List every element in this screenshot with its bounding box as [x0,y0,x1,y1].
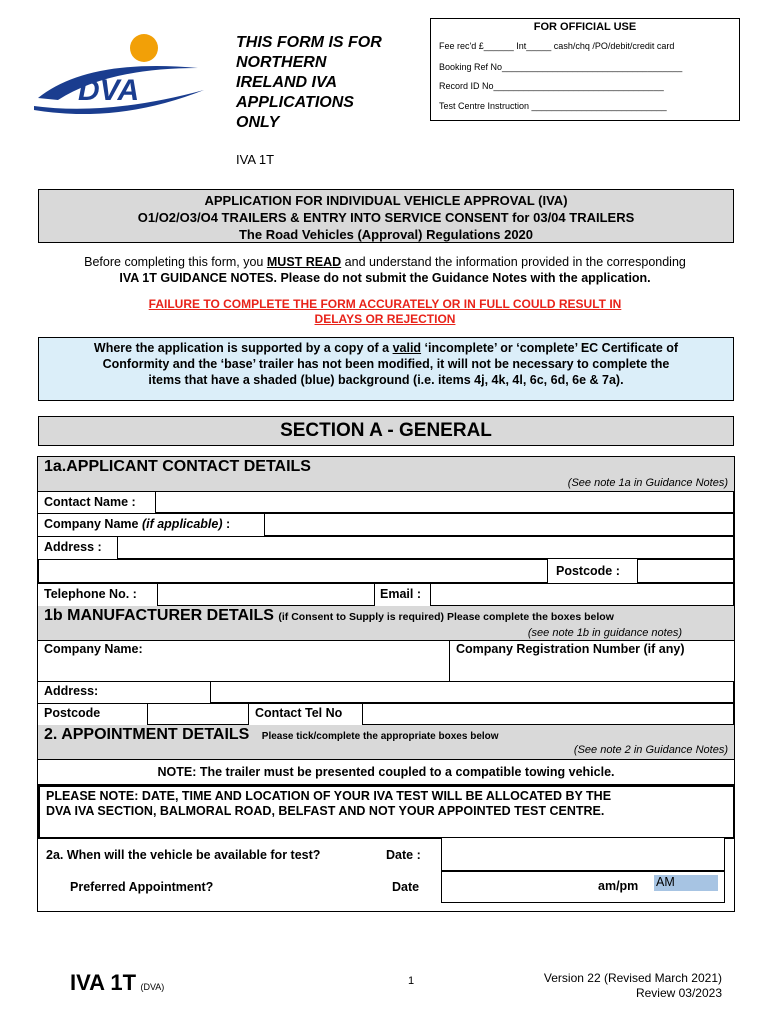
footer-form-code: IVA 1T (DVA) [70,970,165,995]
availability-date-input[interactable] [441,837,725,871]
mfr-address-input[interactable] [210,681,734,703]
official-use-title: FOR OFFICIAL USE [533,21,637,33]
intro-text: Before completing this form, you MUST READ and understand the information provided in the corresponding IVA 1T GUIDANCE NOTES. Please do not submit the Guidance Notes with the application. [84,255,686,285]
test-centre-field: Test Centre Instruction ___________________________ [439,101,667,111]
mfr-postcode-input[interactable] [147,703,249,725]
section-1a-header [38,457,734,492]
email-label: Email : [380,587,421,601]
postcode-label: Postcode : [556,564,620,578]
version-info: Version 22 (Revised March 2021) Review 03/2023 [543,971,722,1000]
section-2-subtitle: Please tick/complete the appropriate boxes below [261,731,499,742]
section-1b-header [38,606,734,640]
postcode-input[interactable] [637,559,734,583]
company-reg-label: Company Registration Number (if any) [456,642,685,656]
preferred-date-label: Date [392,880,420,894]
section-1b-note: (see note 1b in guidance notes) [527,627,682,639]
email-input[interactable] [430,583,734,606]
address-input-line2[interactable] [38,559,548,583]
allocation-note: PLEASE NOTE: DATE, TIME AND LOCATION OF YOUR IVA TEST WILL BE ALLOCATED BY THE DVA IVA SECTION, BALMORAL ROAD, BELFAST AND NOT YOUR APPOINTED TEST CENTRE. [38,785,735,839]
failure-warning: FAILURE TO COMPLETE THE FORM ACCURATELY OR IN FULL COULD RESULT IN DELAYS OR REJECTION [148,297,622,326]
mfr-company-name-label: Company Name: [44,642,143,656]
address-label: Address : [44,540,102,554]
mfr-postcode-label: Postcode [44,706,101,720]
availability-date-label: Date : [386,848,421,862]
form-code: IVA 1T [236,152,275,167]
ampm-label: am/pm [598,879,639,893]
company-name-label: Company Name (if applicable) : [44,517,231,531]
mfr-contact-tel-label: Contact Tel No [255,706,343,720]
northern-ireland-notice: THIS FORM IS FOR NORTHERN IRELAND IVA APPLICATIONS ONLY [236,34,382,131]
form-title: APPLICATION FOR INDIVIDUAL VEHICLE APPROVAL (IVA) [204,193,568,208]
ampm-select[interactable]: AM [654,875,718,891]
mfr-contact-tel-input[interactable] [362,703,734,725]
dva-logo [28,28,208,114]
section-1a-title: 1a.APPLICANT CONTACT DETAILS [44,458,311,475]
telephone-label: Telephone No. : [44,587,137,601]
section-1a-note: (See note 1a in Guidance Notes) [567,477,728,489]
section-1b-title: 1b MANUFACTURER DETAILS [44,607,274,624]
mfr-address-label: Address: [44,684,99,698]
telephone-input[interactable] [157,583,375,606]
company-name-input[interactable] [264,513,734,536]
trailer-coupled-note: NOTE: The trailer must be presented coupled to a compatible towing vehicle. [157,765,615,779]
form-subtitle: O1/O2/O3/O4 TRAILERS & ENTRY INTO SERVICE CONSENT for 03/04 TRAILERS [137,210,635,225]
company-reg-input[interactable] [450,660,734,681]
availability-question: 2a. When will the vehicle be available for test? [46,848,321,862]
section-1b-subtitle: (if Consent to Supply is required) Please complete the boxes below [278,611,614,623]
section-a-header: SECTION A - GENERAL [38,416,734,446]
official-use-box [430,18,740,121]
record-id-field: Record ID No__________________________________ [439,81,664,91]
ec-certificate-note: Where the application is supported by a copy of a valid ‘incomplete’ or ‘complete’ EC Certificate of Conformity and the ‘base’ trailer has not been modified, it will not be necessary to complete the items that have a shaded (blue) background (i.e. items 4j, 4k, 4l, 6c, 6d, 6e & 7a). [38,337,734,401]
mfr-company-name-input[interactable] [38,640,449,681]
preferred-appointment-label: Preferred Appointment? [70,880,214,894]
contact-name-label: Contact Name : [44,495,136,509]
section-2-note: (See note 2 in Guidance Notes) [573,744,728,756]
fee-received-field: Fee rec'd £______ Int_____ cash/chq /PO/debit/credit card [439,41,675,51]
page-number: 1 [408,975,415,987]
contact-name-input[interactable] [155,491,734,513]
booking-ref-field: Booking Ref No____________________________________ [439,62,683,72]
regulations-title: The Road Vehicles (Approval) Regulations 2020 [238,227,534,242]
section-2-header [38,725,734,759]
address-input-line1[interactable] [117,536,734,559]
svg-text:DVA: DVA [78,74,140,107]
form-title-box [38,189,734,243]
section-2-title: 2. APPOINTMENT DETAILS [44,726,250,743]
